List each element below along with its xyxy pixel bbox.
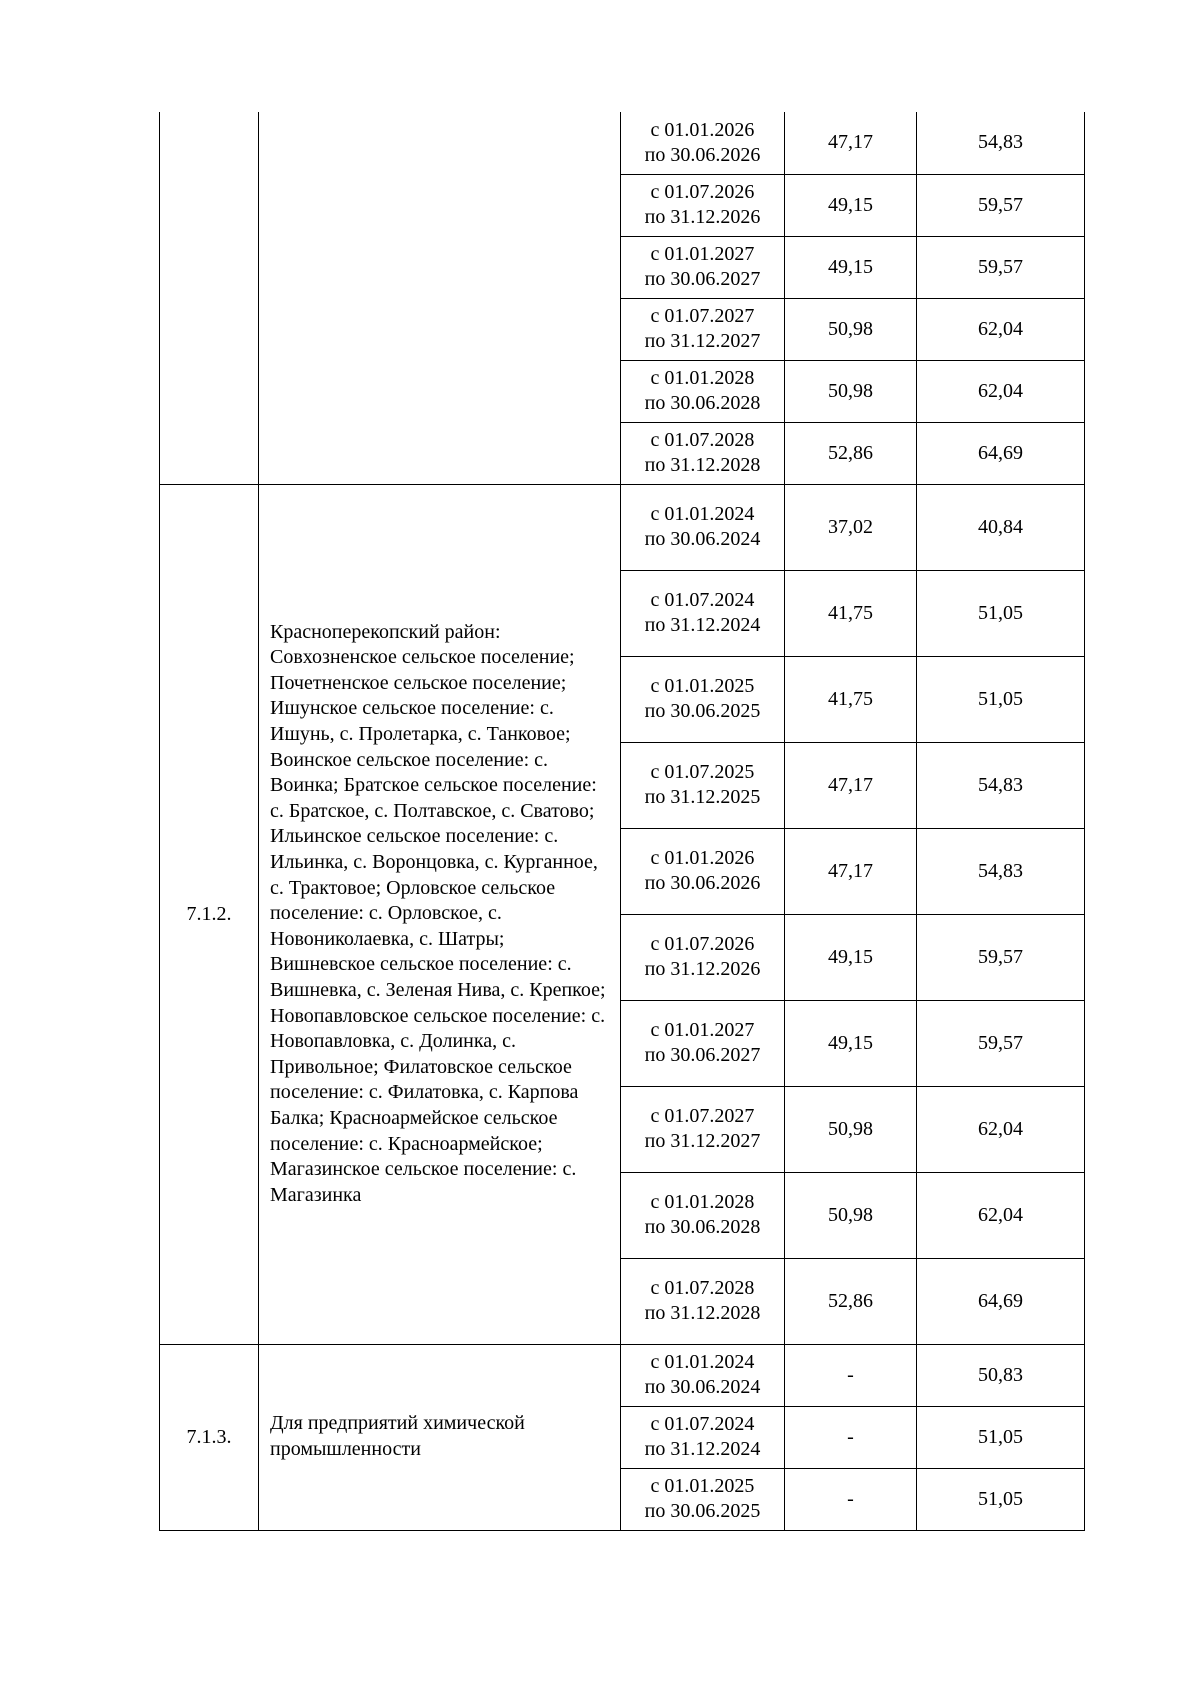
value-cell: 51,05 (917, 570, 1085, 656)
period-to: по 30.06.2026 (644, 143, 761, 166)
period-from: с 01.07.2024 (650, 589, 755, 611)
value-cell: 47,17 (785, 112, 917, 174)
value-cell: - (785, 1406, 917, 1468)
value-cell: 59,57 (917, 174, 1085, 236)
group-number-cell: 7.1.2. (160, 484, 259, 1344)
value-cell: 59,57 (917, 1000, 1085, 1086)
period-cell (621, 914, 785, 1000)
period-cell (621, 484, 785, 570)
period-to: по 31.12.2026 (644, 958, 761, 980)
period-from: с 01.07.2028 (650, 1277, 755, 1299)
value-cell: 49,15 (785, 174, 917, 236)
value-cell: 59,57 (917, 914, 1085, 1000)
period-to: по 30.06.2028 (644, 1216, 761, 1238)
value-cell: 37,02 (785, 484, 917, 570)
period-from: с 01.01.2025 (650, 1475, 755, 1497)
period-cell (621, 174, 785, 236)
period-from: с 01.07.2025 (650, 761, 755, 783)
period-cell (621, 360, 785, 422)
period-to: по 30.06.2026 (644, 872, 761, 894)
period-to: по 31.12.2027 (644, 330, 761, 352)
group-description-cell: Для предприятий химической промышленности (259, 1344, 621, 1530)
period-cell (621, 828, 785, 914)
group-number-cell (160, 112, 259, 484)
period-from: с 01.01.2027 (650, 243, 755, 265)
value-cell: 50,98 (785, 1086, 917, 1172)
value-cell: 54,83 (917, 742, 1085, 828)
period-cell (621, 236, 785, 298)
value-cell: 54,83 (917, 112, 1085, 174)
period-to: по 30.06.2027 (644, 268, 761, 290)
value-cell: 62,04 (917, 1172, 1085, 1258)
period-from: с 01.07.2027 (650, 1105, 755, 1127)
period-from: с 01.01.2024 (650, 503, 755, 525)
period-from: с 01.07.2026 (650, 933, 755, 955)
period-to: по 31.12.2027 (644, 1130, 761, 1152)
period-from: с 01.01.2027 (650, 1019, 755, 1041)
value-cell: 51,05 (917, 1468, 1085, 1530)
period-cell (621, 1258, 785, 1344)
value-cell: 54,83 (917, 828, 1085, 914)
period-from: с 01.07.2024 (650, 1413, 755, 1435)
table-row (160, 1344, 1085, 1406)
table-row (160, 112, 1085, 174)
value-cell: 51,05 (917, 1406, 1085, 1468)
value-cell: 64,69 (917, 1258, 1085, 1344)
value-cell: 49,15 (785, 236, 917, 298)
period-cell (621, 1000, 785, 1086)
value-cell: 41,75 (785, 570, 917, 656)
value-cell: 50,98 (785, 360, 917, 422)
value-cell: 52,86 (785, 1258, 917, 1344)
value-cell: 49,15 (785, 1000, 917, 1086)
period-to: по 31.12.2028 (644, 1302, 761, 1324)
value-cell: 64,69 (917, 422, 1085, 484)
group-number-cell: 7.1.3. (160, 1344, 259, 1530)
period-to: по 30.06.2025 (644, 700, 761, 722)
period-from: с 01.07.2026 (650, 181, 755, 203)
period-from: с 01.07.2028 (650, 429, 755, 451)
period-cell (621, 570, 785, 656)
period-from: с 01.01.2024 (650, 1351, 755, 1373)
group-description-cell: Красноперекопский район: Совхозненское сельское поселение; Почетненское сельское поселение; Ишунское сельское поселение: с. Ишунь, с. Пролетарка, с. Танковое; Воинское сельское поселение: с. Воинка; Братское сельское поселение: с. Братское, с. Полтавское, с. Сватово; Ильинское сельское поселение: с. Ильинка, с. Воронцовка, с. Курганное, с. Трактовое; Орловское сельское поселение: с. Орловское, с. Новониколаевка, с. Шатры; Вишневское сельское поселение: с. Вишневка, с. Зеленая Нива, с. Крепкое; Новопавловское сельское поселение: с. Новопавловка, с. Долинка, с. Привольное; Филатовское сельское поселение: с. Филатовка, с. Карпова Балка; Красноармейское сельское поселение: с. Красноармейское; Магазинское сельское поселение: с. Магазинка (259, 484, 621, 1344)
period-cell (621, 1086, 785, 1172)
period-cell (621, 1172, 785, 1258)
period-from: с 01.01.2026 (650, 847, 755, 869)
value-cell: 62,04 (917, 360, 1085, 422)
period-from: с 01.01.2026 (650, 118, 755, 141)
value-cell: 47,17 (785, 828, 917, 914)
value-cell: 62,04 (917, 1086, 1085, 1172)
value-cell: 41,75 (785, 656, 917, 742)
value-cell: - (785, 1468, 917, 1530)
period-cell (621, 656, 785, 742)
group-description-cell (259, 112, 621, 484)
period-cell (621, 1344, 785, 1406)
period-cell (621, 298, 785, 360)
value-cell: 49,15 (785, 914, 917, 1000)
value-cell: 59,57 (917, 236, 1085, 298)
value-cell: 40,84 (917, 484, 1085, 570)
period-to: по 30.06.2027 (644, 1044, 761, 1066)
period-to: по 31.12.2026 (644, 206, 761, 228)
period-to: по 31.12.2025 (644, 786, 761, 808)
period-from: с 01.01.2025 (650, 675, 755, 697)
value-cell: 52,86 (785, 422, 917, 484)
value-cell: - (785, 1344, 917, 1406)
period-cell (621, 1468, 785, 1530)
period-from: с 01.07.2027 (650, 305, 755, 327)
period-to: по 30.06.2024 (644, 528, 761, 550)
value-cell: 50,83 (917, 1344, 1085, 1406)
period-to: по 31.12.2024 (644, 614, 761, 636)
period-to: по 30.06.2025 (644, 1500, 761, 1522)
value-cell: 50,98 (785, 298, 917, 360)
value-cell: 62,04 (917, 298, 1085, 360)
period-to: по 31.12.2028 (644, 454, 761, 476)
period-to: по 30.06.2024 (644, 1376, 761, 1398)
period-cell (621, 1406, 785, 1468)
value-cell: 50,98 (785, 1172, 917, 1258)
value-cell: 51,05 (917, 656, 1085, 742)
period-cell (621, 742, 785, 828)
period-to: по 31.12.2024 (644, 1438, 761, 1460)
table-row (160, 484, 1085, 570)
period-to: по 30.06.2028 (644, 392, 761, 414)
period-from: с 01.01.2028 (650, 367, 755, 389)
period-cell (621, 112, 785, 174)
period-cell (621, 422, 785, 484)
tariff-table (159, 112, 1085, 1531)
value-cell: 47,17 (785, 742, 917, 828)
period-from: с 01.01.2028 (650, 1191, 755, 1213)
